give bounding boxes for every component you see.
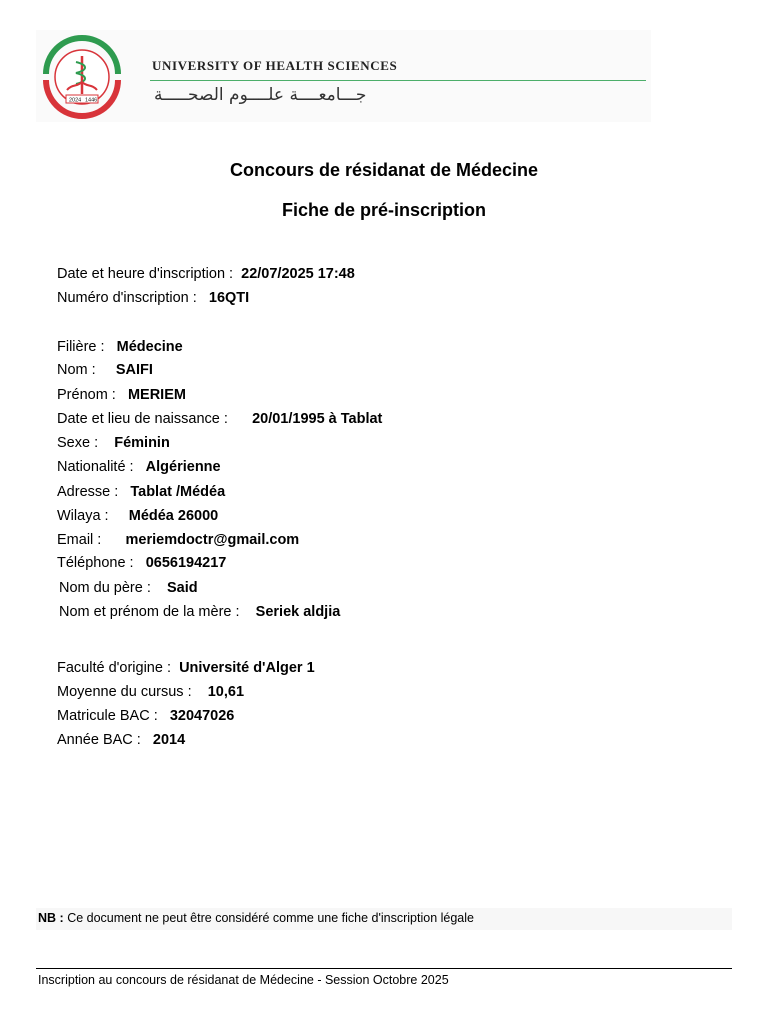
field-label: Prénom :: [57, 387, 116, 403]
field-label: Moyenne du cursus :: [57, 684, 192, 700]
field-label: Téléphone :: [57, 555, 134, 571]
field-telephone: [57, 555, 226, 571]
field-value: 0656194217: [145, 555, 227, 571]
university-name-ar: جـــامعــــة علــــوم الصحـــــة: [154, 85, 367, 105]
logo-year-left: 2024: [69, 97, 82, 104]
field-label: Nom :: [57, 362, 96, 378]
field-value: Said: [167, 580, 198, 596]
field-annee-bac: [57, 732, 185, 748]
field-label: Numéro d'inscription :: [57, 290, 197, 306]
university-name-en: UNIVERSITY OF HEALTH SCIENCES: [152, 58, 398, 73]
field-nom-mere: [59, 604, 340, 620]
document-subtitle: Fiche de pré-inscription: [281, 200, 487, 220]
nb-text: Ce document ne peut être considéré comme une fiche d'inscription légale: [67, 911, 474, 925]
field-value: 32047026: [169, 708, 235, 724]
field-label: Sexe :: [57, 435, 99, 451]
field-label: Matricule BAC :: [57, 708, 158, 724]
field-value: Médecine: [116, 339, 183, 355]
header-divider: [150, 80, 646, 81]
field-value: Médéa 26000: [128, 508, 219, 524]
field-value: Féminin: [114, 435, 170, 451]
field-moyenne: [57, 684, 244, 700]
field-nom-pere: [59, 580, 198, 596]
field-value: 2014: [152, 732, 186, 748]
field-prenom: [57, 387, 186, 403]
field-value: 20/01/1995 à Tablat: [252, 411, 383, 427]
field-label: Adresse :: [57, 484, 119, 500]
footer-divider: [36, 968, 732, 969]
field-value: Algérienne: [145, 459, 221, 475]
field-value: Tablat /Médéa: [130, 484, 226, 500]
nb-note: [38, 911, 474, 925]
field-value: 16QTI: [208, 290, 250, 306]
field-wilaya: [57, 508, 218, 524]
logo-year-right: 1446: [85, 97, 98, 104]
field-adresse: [57, 484, 225, 500]
field-label: Email :: [57, 532, 102, 548]
field-label: Faculté d'origine :: [57, 660, 171, 676]
field-label: Filière :: [57, 339, 105, 355]
field-value: 22/07/2025 17:48: [241, 266, 355, 282]
field-label: Nationalité :: [57, 459, 134, 475]
field-naissance: [57, 411, 382, 427]
field-label: Date et lieu de naissance :: [57, 411, 228, 427]
field-value: SAIFI: [115, 362, 153, 378]
field-value: 10,61: [207, 684, 245, 700]
field-label: Année BAC :: [57, 732, 141, 748]
field-label: Date et heure d'inscription :: [57, 266, 234, 282]
field-email: [57, 532, 299, 548]
university-logo-icon: [36, 34, 128, 122]
field-label: Wilaya :: [57, 508, 109, 524]
nb-key: NB :: [38, 911, 64, 925]
footer-text: Inscription au concours de résidanat de Médecine - Session Octobre 2025: [38, 973, 449, 987]
field-value: meriemdoctr@gmail.com: [125, 532, 300, 548]
field-filiere: [57, 339, 183, 355]
field-date-inscription: [57, 266, 355, 282]
field-faculte: [57, 660, 315, 676]
field-matricule-bac: [57, 708, 234, 724]
document-title: Concours de résidanat de Médecine: [229, 160, 539, 180]
field-value: MERIEM: [127, 387, 186, 403]
field-label: Nom du père :: [59, 580, 151, 596]
document-header: [36, 30, 651, 122]
field-value: Université d'Alger 1: [179, 660, 315, 676]
field-numero-inscription: [57, 290, 249, 306]
field-nationalite: [57, 459, 221, 475]
field-label: Nom et prénom de la mère :: [59, 604, 240, 620]
field-value: Seriek aldjia: [255, 604, 341, 620]
field-sexe: [57, 435, 170, 451]
field-nom: [57, 362, 153, 378]
